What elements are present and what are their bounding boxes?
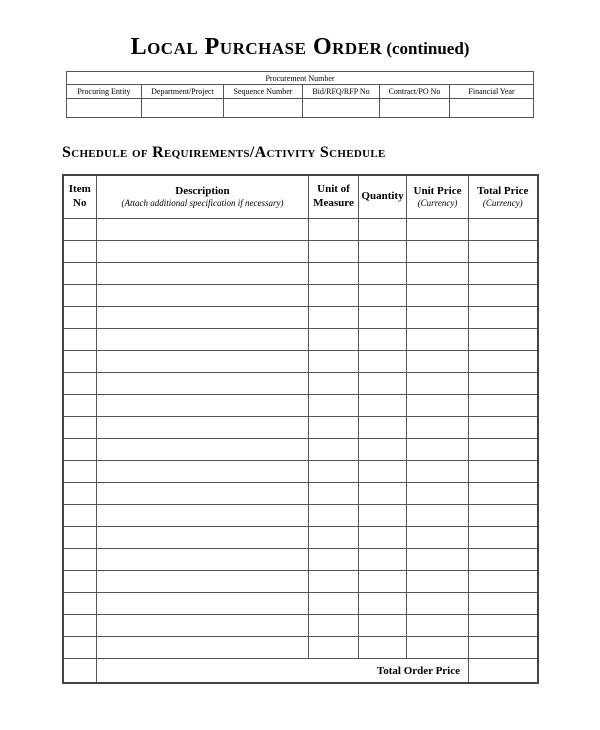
empty-cell: [97, 549, 309, 571]
empty-cell: [407, 241, 469, 263]
table-row: [63, 439, 538, 461]
empty-cell: [97, 505, 309, 527]
empty-cell: [63, 417, 97, 439]
column-header-description: [97, 175, 309, 219]
table-row: [63, 351, 538, 373]
section-heading: Schedule of Requirements/Activity Schedule: [62, 144, 386, 161]
empty-cell: [469, 329, 538, 351]
table-row: [63, 461, 538, 483]
empty-cell: [97, 461, 309, 483]
empty-cell: [309, 439, 359, 461]
empty-cell: [407, 571, 469, 593]
empty-cell: [97, 219, 309, 241]
empty-cell: [309, 593, 359, 615]
empty-cell: [309, 329, 359, 351]
empty-cell: [407, 461, 469, 483]
empty-cell: [469, 637, 538, 659]
empty-cell: [63, 241, 97, 263]
table-row: [63, 417, 538, 439]
table-row: [63, 571, 538, 593]
empty-cell: [63, 395, 97, 417]
column-header-item-no: [63, 175, 97, 219]
empty-cell: [309, 461, 359, 483]
empty-cell: [469, 615, 538, 637]
empty-cell: [309, 417, 359, 439]
procurement-header-row: [66, 85, 533, 99]
empty-cell: [309, 395, 359, 417]
empty-cell: [309, 527, 359, 549]
empty-cell: [359, 439, 407, 461]
empty-cell: [407, 505, 469, 527]
empty-cell: [63, 637, 97, 659]
unit-label-line1: Unit of: [317, 183, 350, 196]
table-row: [63, 637, 538, 659]
empty-cell: [302, 99, 379, 118]
empty-cell: [469, 505, 538, 527]
schedule-table: [62, 174, 539, 684]
empty-cell: [97, 263, 309, 285]
empty-cell: [407, 615, 469, 637]
empty-cell: [97, 241, 309, 263]
empty-cell: [359, 483, 407, 505]
empty-cell: [309, 483, 359, 505]
empty-cell: [63, 219, 97, 241]
description-label: Description: [175, 184, 230, 197]
item-label-line1: Item: [68, 183, 91, 196]
total-order-price-label: Total Order Price: [97, 659, 469, 684]
empty-cell: [63, 351, 97, 373]
column-header-procuring-entity: Procuring Entity: [66, 85, 141, 99]
empty-cell: [359, 241, 407, 263]
empty-cell: [97, 395, 309, 417]
empty-cell: [407, 593, 469, 615]
empty-cell: [309, 505, 359, 527]
empty-cell: [63, 373, 97, 395]
empty-cell: [359, 637, 407, 659]
empty-cell: [407, 329, 469, 351]
empty-cell: [97, 439, 309, 461]
empty-cell: [66, 99, 141, 118]
empty-cell: [407, 219, 469, 241]
total-price-label: Total Price: [477, 184, 529, 197]
empty-cell: [469, 417, 538, 439]
column-header-sequence-number: Sequence Number: [223, 85, 302, 99]
empty-cell: [407, 395, 469, 417]
empty-cell: [309, 373, 359, 395]
empty-cell: [63, 505, 97, 527]
column-header-unit-price: [407, 175, 469, 219]
table-row: [63, 329, 538, 351]
total-order-price-row: [63, 659, 538, 684]
table-row: [63, 373, 538, 395]
empty-cell: [379, 99, 449, 118]
empty-cell: [359, 219, 407, 241]
page-title: [0, 34, 600, 61]
empty-cell: [407, 263, 469, 285]
empty-cell: [359, 395, 407, 417]
empty-cell: [407, 527, 469, 549]
page-title-suffix: (continued): [386, 39, 470, 58]
empty-cell: [359, 263, 407, 285]
empty-cell: [407, 439, 469, 461]
column-header-financial-year: Financial Year: [449, 85, 533, 99]
column-header-contract-po-no: Contract/PO No: [379, 85, 449, 99]
empty-cell: [469, 527, 538, 549]
empty-cell: [469, 439, 538, 461]
unit-label-line2: Measure: [313, 197, 354, 209]
table-row: [63, 615, 538, 637]
empty-cell: [63, 483, 97, 505]
empty-cell: [63, 461, 97, 483]
empty-cell: [309, 219, 359, 241]
empty-cell: [469, 395, 538, 417]
empty-cell: [63, 571, 97, 593]
table-row: [63, 527, 538, 549]
item-label-line2: No: [73, 197, 87, 209]
table-row: [63, 395, 538, 417]
empty-cell: [469, 373, 538, 395]
empty-cell: [63, 439, 97, 461]
empty-cell: [309, 307, 359, 329]
empty-cell: [63, 307, 97, 329]
empty-cell: [309, 615, 359, 637]
empty-cell: [63, 329, 97, 351]
empty-cell: [359, 417, 407, 439]
empty-cell: [97, 351, 309, 373]
empty-cell: [309, 549, 359, 571]
empty-cell: [63, 593, 97, 615]
description-note: (Attach additional specification if necessary): [121, 198, 284, 209]
empty-cell: [97, 637, 309, 659]
total-order-price-value-cell: [469, 659, 538, 684]
empty-cell: [309, 285, 359, 307]
empty-cell: [359, 351, 407, 373]
empty-cell: [469, 571, 538, 593]
page-title-main: Local Purchase Order: [130, 34, 383, 60]
empty-cell: [359, 307, 407, 329]
empty-cell: [469, 263, 538, 285]
empty-cell: [97, 483, 309, 505]
empty-cell: [359, 505, 407, 527]
empty-cell: [469, 461, 538, 483]
empty-cell: [309, 571, 359, 593]
table-row: [63, 241, 538, 263]
empty-cell: [469, 483, 538, 505]
empty-cell: [223, 99, 302, 118]
empty-cell: [469, 351, 538, 373]
empty-cell: [469, 219, 538, 241]
procurement-caption-row: [66, 72, 533, 85]
empty-cell: [469, 549, 538, 571]
table-row: [63, 219, 538, 241]
empty-cell: [97, 593, 309, 615]
unit-price-label: Unit Price: [413, 184, 462, 197]
empty-cell: [359, 615, 407, 637]
empty-cell: [97, 615, 309, 637]
empty-cell: [407, 351, 469, 373]
table-row: [63, 549, 538, 571]
quantity-label: Quantity: [361, 190, 404, 203]
empty-cell: [97, 329, 309, 351]
table-row: [63, 263, 538, 285]
table-row: [63, 505, 538, 527]
procurement-value-row: [66, 99, 533, 118]
procurement-caption: Procurement Number: [66, 72, 533, 85]
total-price-note: (Currency): [482, 198, 523, 209]
schedule-header-row: [63, 175, 538, 219]
empty-cell: [469, 241, 538, 263]
empty-cell: [97, 373, 309, 395]
empty-cell: [359, 593, 407, 615]
empty-cell: [97, 527, 309, 549]
table-row: [63, 307, 538, 329]
empty-cell: [359, 285, 407, 307]
empty-cell: [407, 417, 469, 439]
empty-cell: [97, 571, 309, 593]
empty-cell: [407, 483, 469, 505]
empty-cell: [359, 461, 407, 483]
empty-cell: [469, 285, 538, 307]
empty-cell: [97, 417, 309, 439]
empty-cell: [63, 549, 97, 571]
empty-cell: [63, 527, 97, 549]
empty-cell: [407, 549, 469, 571]
empty-cell: [309, 263, 359, 285]
column-header-quantity: [359, 175, 407, 219]
empty-cell: [63, 615, 97, 637]
empty-cell: [63, 659, 97, 684]
empty-cell: [97, 307, 309, 329]
column-header-bid-rfq-rfp-no: Bid/RFQ/RFP No: [302, 85, 379, 99]
empty-cell: [407, 285, 469, 307]
procurement-number-table: [66, 71, 534, 118]
empty-cell: [469, 593, 538, 615]
empty-cell: [359, 571, 407, 593]
empty-cell: [63, 285, 97, 307]
schedule-empty-rows: [63, 219, 538, 659]
table-row: [63, 593, 538, 615]
unit-price-note: (Currency): [417, 198, 458, 209]
empty-cell: [309, 637, 359, 659]
empty-cell: [469, 307, 538, 329]
empty-cell: [359, 373, 407, 395]
empty-cell: [359, 329, 407, 351]
column-header-unit-of-measure: [309, 175, 359, 219]
empty-cell: [407, 307, 469, 329]
empty-cell: [407, 637, 469, 659]
empty-cell: [141, 99, 223, 118]
empty-cell: [309, 241, 359, 263]
column-header-total-price: [469, 175, 538, 219]
empty-cell: [449, 99, 533, 118]
empty-cell: [359, 549, 407, 571]
empty-cell: [63, 263, 97, 285]
column-header-department-project: Department/Project: [141, 85, 223, 99]
empty-cell: [97, 285, 309, 307]
empty-cell: [407, 373, 469, 395]
table-row: [63, 285, 538, 307]
table-row: [63, 483, 538, 505]
empty-cell: [359, 527, 407, 549]
empty-cell: [309, 351, 359, 373]
